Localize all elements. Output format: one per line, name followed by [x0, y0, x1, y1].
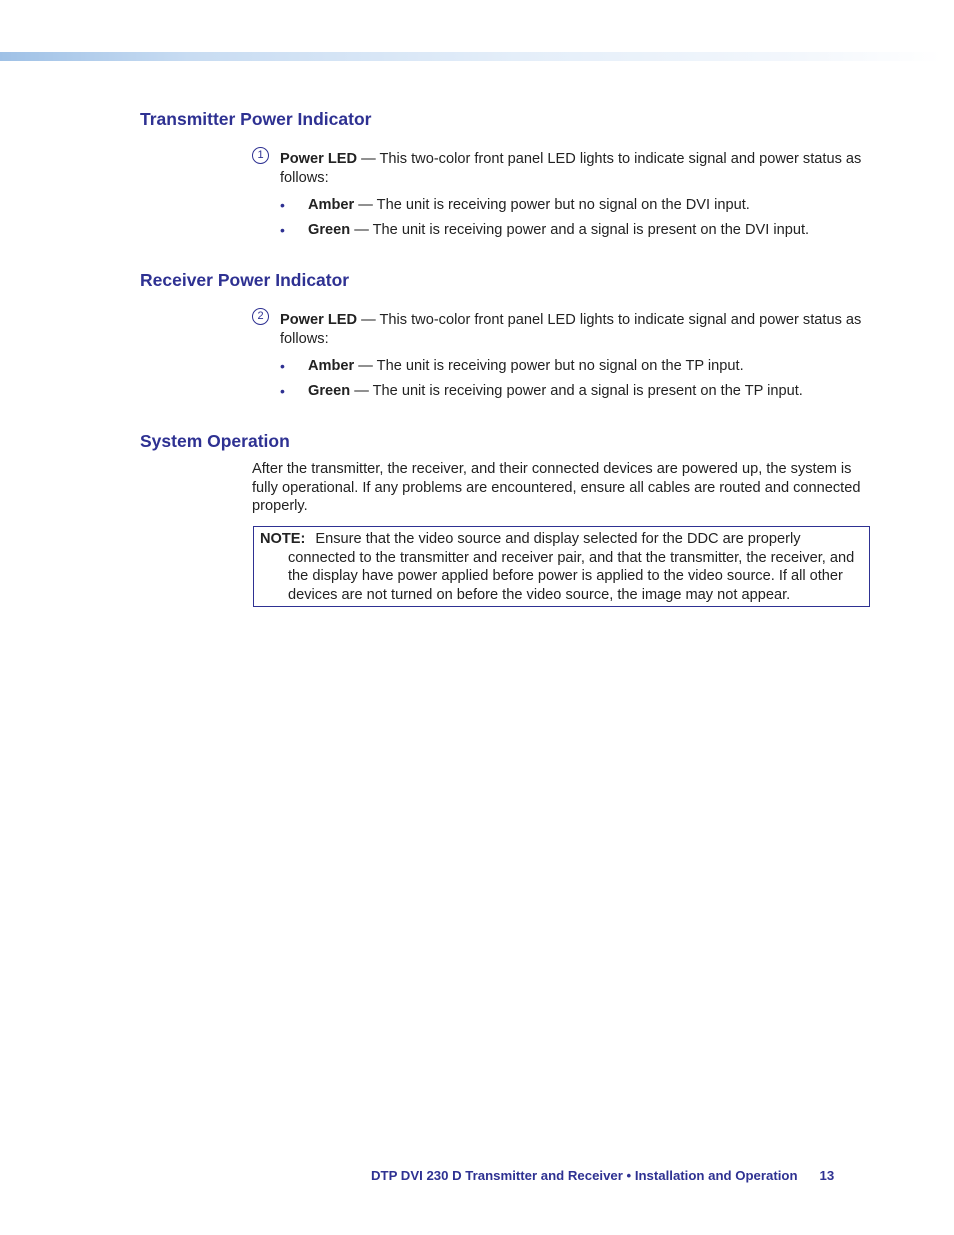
transmitter-led-states-list — [280, 196, 880, 246]
green-label: Green — [308, 383, 351, 399]
footer-title: DTP DVI 230 D Transmitter and Receiver • Installation and Operation — [371, 1168, 798, 1183]
callout-number-1-icon: 1 — [252, 147, 269, 164]
note-text: Ensure that the video source and display selected for the DDC are properly connected to the transmitter and receiver pair, and that the transmitter, the receiver, and the display have power applied before power is applied to the video source. If all other devices are not turned on before the video source, the image may not appear. — [288, 531, 855, 604]
amber-label: Amber — [308, 358, 355, 374]
green-description: — The unit is receiving power and a signal is present on the TP input. — [350, 383, 803, 399]
power-led-label: Power LED — [280, 151, 358, 167]
heading-system-operation: System Operation — [140, 431, 290, 451]
green-label: Green — [308, 222, 351, 238]
green-description: — The unit is receiving power and a signal is present on the DVI input. — [350, 222, 810, 238]
bullet-icon: • — [280, 383, 285, 399]
power-led-description: — This two-color front panel LED lights to indicate signal and power status as follows: — [280, 151, 862, 186]
list-item-green — [280, 382, 880, 407]
amber-label: Amber — [308, 197, 355, 213]
bullet-icon: • — [280, 222, 285, 238]
heading-transmitter-power-indicator: Transmitter Power Indicator — [140, 109, 372, 129]
system-operation-paragraph: After the transmitter, the receiver, and their connected devices are powered up, the system is fully operational. If any problems are encountered, ensure all cables are routed and connected properly. — [252, 461, 861, 514]
heading-receiver-power-indicator: Receiver Power Indicator — [140, 270, 350, 290]
bullet-icon: • — [280, 358, 285, 374]
receiver-power-led-paragraph — [252, 311, 872, 348]
callout-number-2-icon: 2 — [252, 308, 269, 325]
amber-description: — The unit is receiving power but no signal on the DVI input. — [354, 197, 750, 213]
page-number: 13 — [819, 1168, 835, 1183]
transmitter-power-led-paragraph — [252, 150, 872, 187]
power-led-description: — This two-color front panel LED lights to indicate signal and power status as follows: — [280, 312, 862, 347]
list-item-green — [280, 221, 880, 246]
list-item-amber — [280, 196, 880, 221]
list-item-amber — [280, 357, 880, 382]
note-label: NOTE: — [260, 531, 306, 547]
receiver-led-states-list — [280, 357, 880, 407]
header-gradient-bar — [0, 52, 942, 61]
page-footer — [371, 1168, 834, 1183]
amber-description: — The unit is receiving power but no signal on the TP input. — [354, 358, 744, 374]
note-box — [253, 526, 870, 607]
bullet-icon: • — [280, 197, 285, 213]
power-led-label: Power LED — [280, 312, 358, 328]
